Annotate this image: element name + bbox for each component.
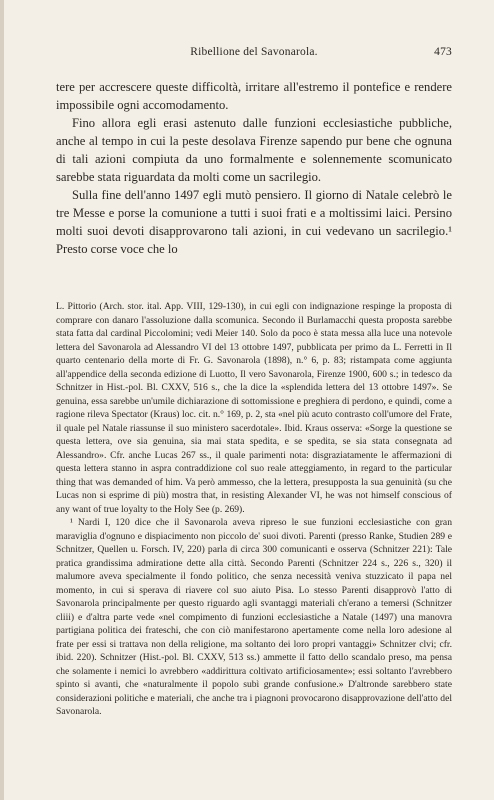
footnotes [56, 300, 452, 719]
paragraph: tere per accrescere queste difficoltà, irritare all'estremo il pontefice e rendere impossibile ogni accomodamento. [56, 80, 452, 112]
paragraph: Fino allora egli erasi astenuto dalle funzioni ecclesiastiche pubbliche, anche al tempo in cui la peste desolava Firenze sapendo pur bene che ognuna di tali azioni compiuta da uno formalmente e solennemente scomunicato sarebbe stata riguardata da molti come un sacrilegio. [56, 116, 452, 184]
footnote-1: ¹ Nardi I, 120 dice che il Savonarola aveva ripreso le sue funzioni ecclesiastiche con gran maraviglia d'ognuno e dispiacimento non piccolo de' suoi divoti. Parenti (presso Ranke, Studien 289 e Schnitzer, Quellen u. Forsch. IV, 220) parla di circa 300 comunicanti e osserva (Schnitzer 221): Tale pratica grandissima admiratione dette alla città. Secondo Parenti (Schnitzer 224 s., 226 s., 320) il malumore aveva specialmente il fondo politico, che senza necessità veniva stuzzicato il papa nel momento, in cui si sperava di riavere col suo aiuto Pisa. Lo stesso Parenti disapprovò l'atto di Savonarola principalmente per questo riguardo agli svantaggi materiali ch'erano a temersi (Schnitzer cliii) e d'altra parte vede «nel compimento di funzioni ecclesiastiche a Natale (1497) una manovra partigiana politica dei frateschi, che con ciò manifestarono apertamente come nella loro adesione al frate per essi si trattava non della religione, ma soltanto dei loro propri vantaggi» Schnitzer clvi; cfr. ibid. 220). Schnitzer (Hist.-pol. Bl. CXXV, 513 ss.) ammette il fatto dello scandalo preso, ma pensa che solamente i nemici lo avrebbero «addirittura coltivato artificiosamente»; essi soltanto l'avrebbero spinto si avanti, che «naturalmente il popolo subì grande confusione.» D'altronde sarebbero state considerazioni politiche e materiali, che anche tra i piagnoni provocarono disapprovazione dell'atto del Savonarola. [56, 517, 452, 717]
main-text [56, 78, 452, 258]
page-number: 473 [434, 46, 452, 58]
footnote-continuation: L. Pittorio (Arch. stor. ital. App. VIII, 129-130), in cui egli con indignazione respinge la proposta di comprare con danaro l'assoluzione dalla scomunica. Secondo il Burlamacchi questa proposta sarebbe stata fatta dal cardinal Piccolomini; vedi Meier 140. Solo da poco è stata messa alla luce una notevole lettera del Savonarola ad Alessandro VI del 13 ottobre 1497, pubblicata per primo da L. Ferretti in Il quarto centenario della morte di Fr. G. Savonarola (1898), n.° 6, p. 83; ristampata come aggiunta all'appendice della seconda edizione di Luotto, Il vero Savonarola, Firenze 1900, 600 s.; in tedesco da Schnitzer in Hist.-pol. Bl. CXXV, 516 s., che la dice la «splendida lettera del 13 ottobre 1497». Se genuina, essa sarebbe un'umile dichiarazione di sottomissione e preghiera di perdono, e quindi, come a ragione rileva Spectator (Kraus) loc. cit. n.° 169, p. 2, sta «nel più acuto contrasto coll'umore del Frate, il quale pel Natale riassunse il suo ministero sacerdotale». Ibid. Kraus osserva: «Sorge la questione se questa lettera, ove sia genuina, sia mai stata spedita, e se spedita, se sia stata consegnata ad Alessandro». Cfr. anche Lucas 267 ss., il quale parimenti nota: disgraziatamente le affermazioni di questa lettera stanno in aspra contraddizione col suo reale atteggiamento, in regard to the particular thing that was demanded of him. Va però ammesso, che la lettera, presupposta la sua genuinità (su che Lucas non si esprime di più) mostra that, in resisting Alexander VI, he was not himself conscious of any want of true loyalty to the Holy See (p. 269). [56, 301, 452, 515]
running-header [56, 46, 452, 66]
page-edge [0, 0, 4, 800]
running-title: Ribellione del Savonarola. [190, 46, 318, 58]
paragraph: Sulla fine dell'anno 1497 egli mutò pensiero. Il giorno di Natale celebrò le tre Messe e porse la comunione a tutti i suoi frati e a moltissimi laici. Persino molti suoi devoti disapprovarono tali azioni, in cui vedevano un sacrilegio.¹ Presto corse voce che lo [56, 188, 452, 256]
